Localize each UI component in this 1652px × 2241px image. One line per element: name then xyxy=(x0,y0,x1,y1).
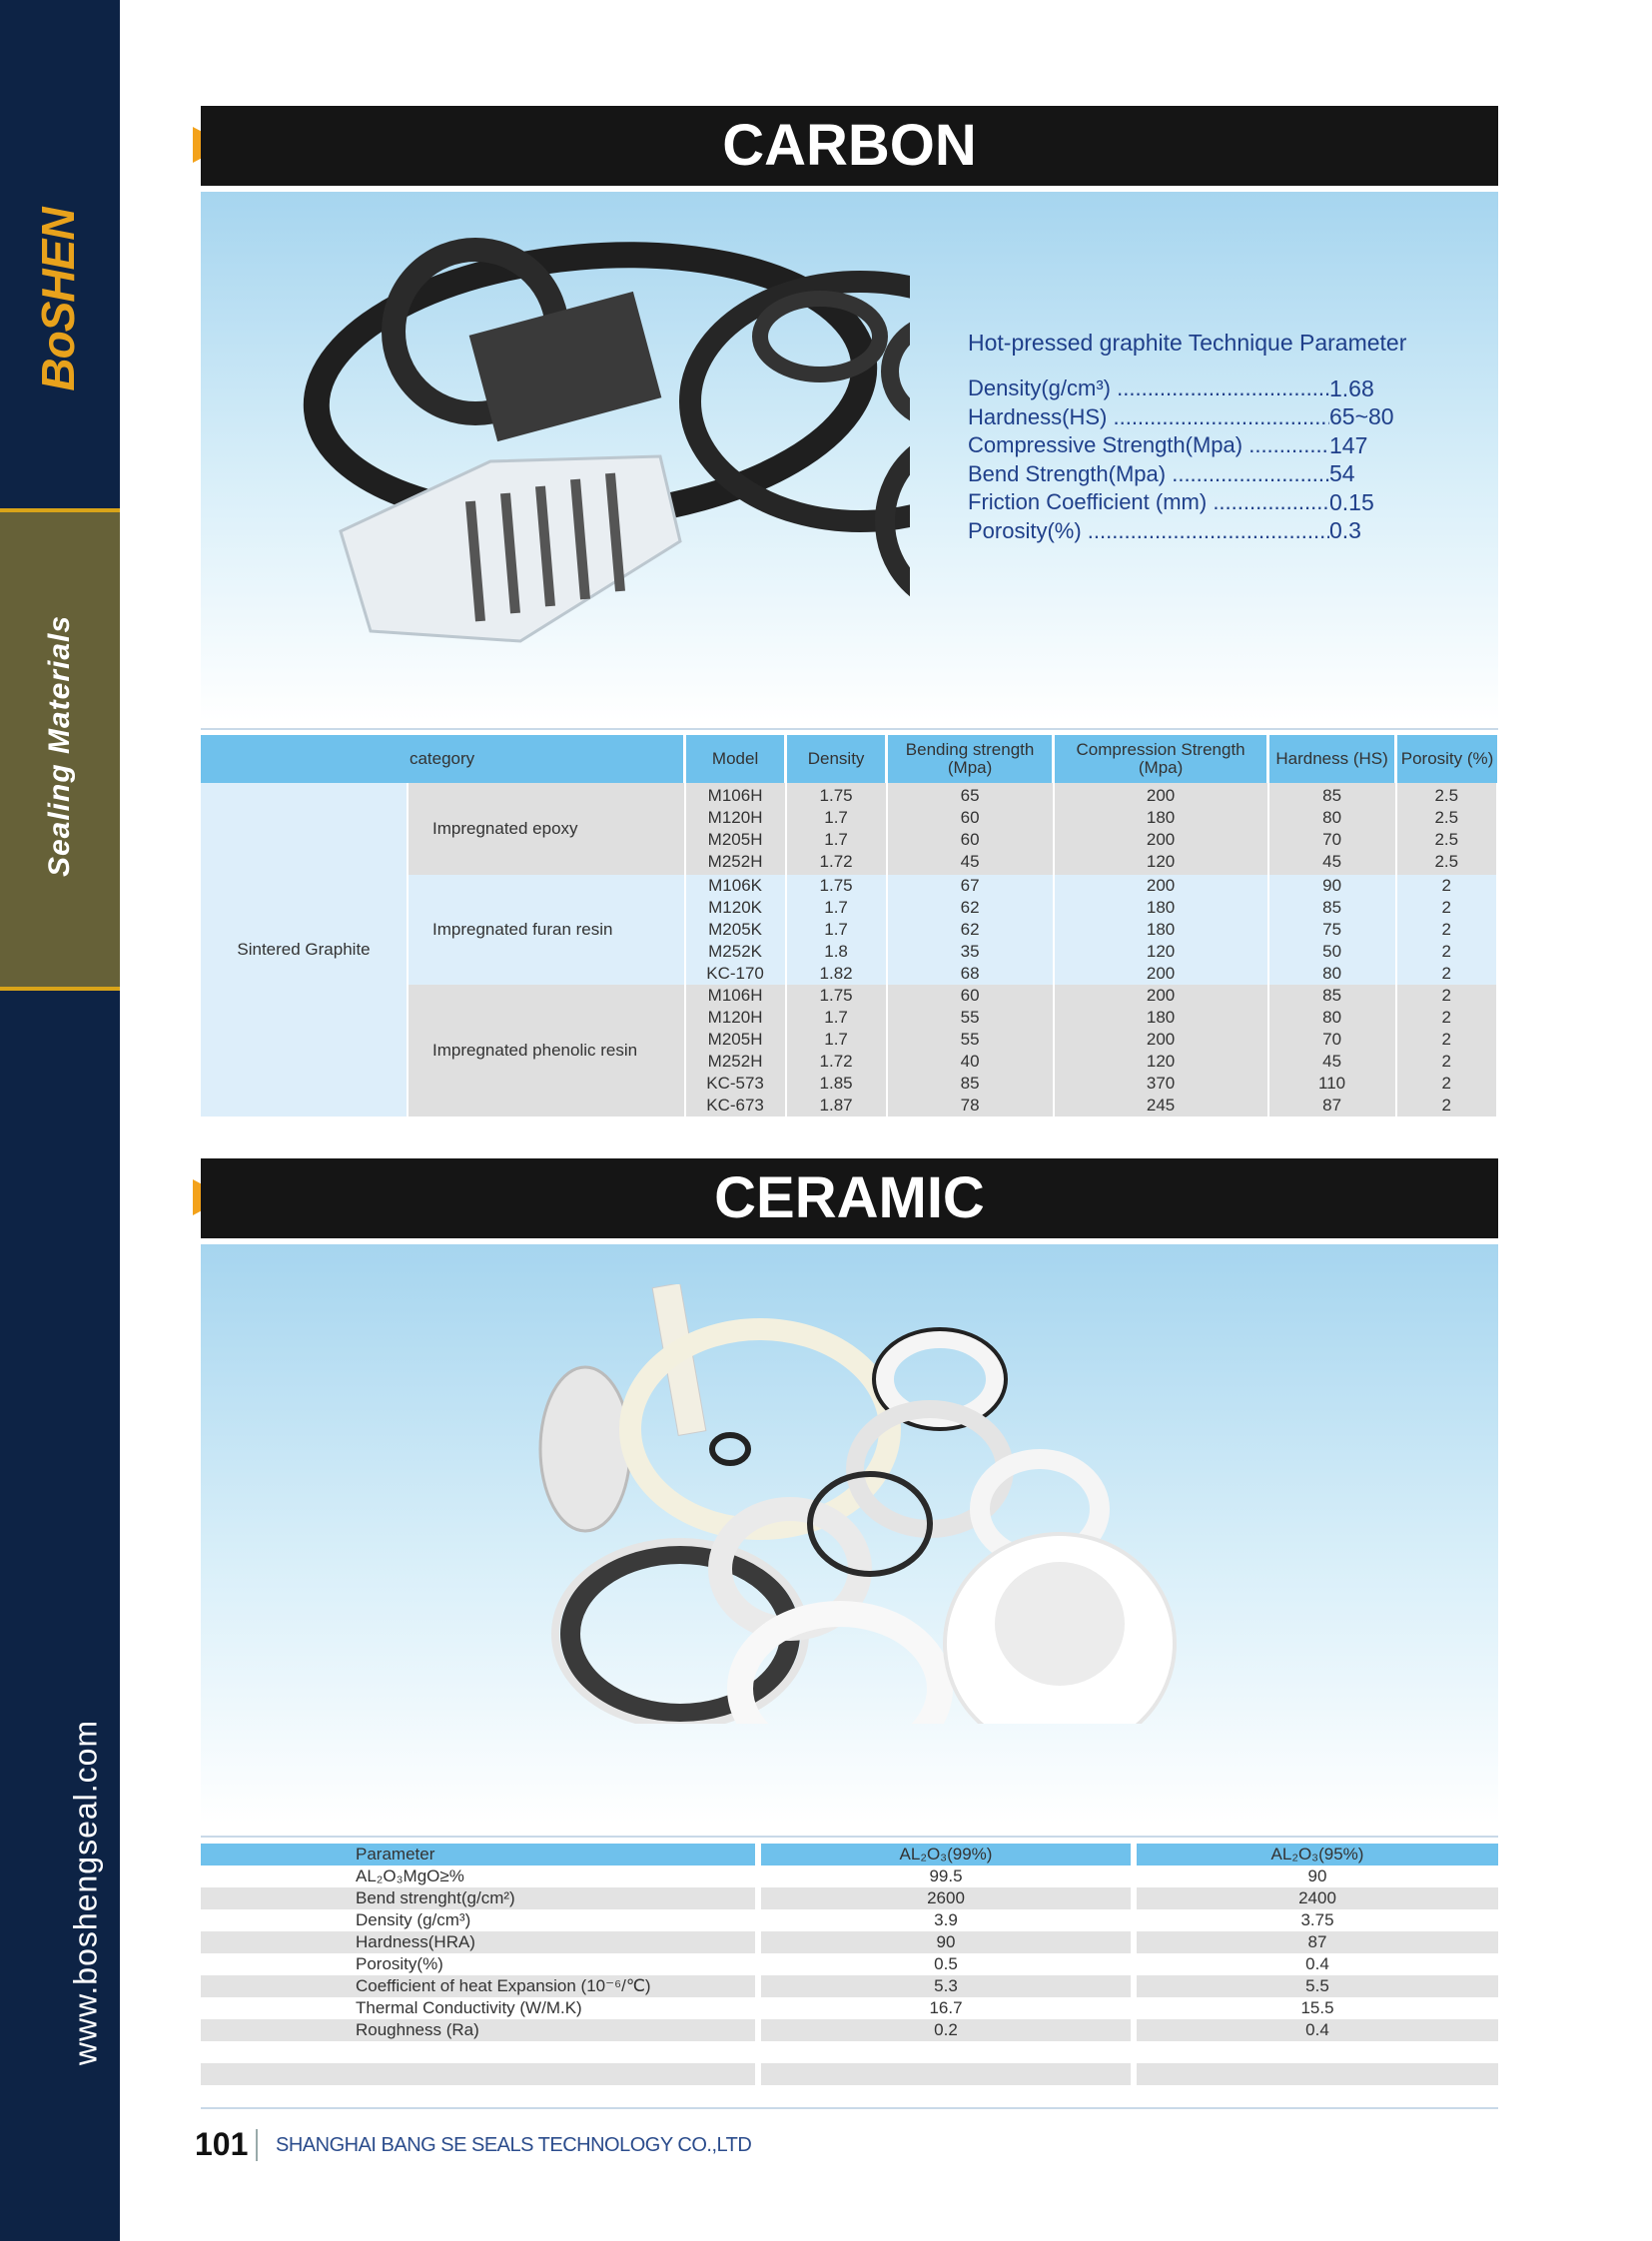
ceramic-seals-image xyxy=(500,1284,1399,1724)
density-cell: 1.75 1.7 1.7 1.72 xyxy=(786,783,887,875)
carbon-photo-panel xyxy=(201,192,1498,721)
ceramic-table-top-rule xyxy=(201,1836,1498,1838)
ceramic-title: CERAMIC xyxy=(201,1158,1498,1238)
graphite-parameters xyxy=(968,330,1406,545)
bending-cell: 60 55 55 40 85 78 xyxy=(887,985,1054,1117)
param-row: Bend Strength(Mpa) ..... 54 xyxy=(968,460,1406,489)
header-parameter: Parameter xyxy=(201,1844,755,1866)
carbon-table xyxy=(201,735,1498,1117)
hardness-cell: 85 80 70 45 110 87 xyxy=(1268,985,1396,1117)
ceramic-table xyxy=(201,1844,1498,2085)
models-cell: M106H M120H M205H M252H xyxy=(685,783,786,875)
table-row: Density (g/cm³) 3.9 3.75 xyxy=(356,1910,1334,1929)
header-category: category xyxy=(201,735,685,783)
carbon-table-header xyxy=(201,735,1497,783)
param-row: Friction Coefficient (mm) ..... 0.15 xyxy=(968,488,1406,517)
porosity-cell: 2.5 2.5 2.5 2.5 xyxy=(1396,783,1497,875)
models-cell: M106K M120K M205K M252K KC-170 xyxy=(685,875,786,985)
graphite-parameters-title: Hot-pressed graphite Technique Parameter xyxy=(968,330,1407,356)
sidebar-section-label: Sealing Materials xyxy=(43,614,76,878)
hardness-cell: 90 85 75 50 80 xyxy=(1268,875,1396,985)
param-row: Compressive Strength(Mpa) ..... 147 xyxy=(968,431,1406,460)
porosity-cell: 2 2 2 2 2 xyxy=(1396,875,1497,985)
param-row: Hardness(HS) ..... 65~80 xyxy=(968,403,1406,432)
table-row-empty xyxy=(201,2063,1498,2085)
header-hardness: Hardness (HS) xyxy=(1268,735,1396,783)
header-bending: Bending strength (Mpa) xyxy=(887,735,1054,783)
header-density: Density xyxy=(786,735,887,783)
table-row-empty xyxy=(201,2041,1498,2063)
bending-cell: 65 60 60 45 xyxy=(887,783,1054,875)
footer-rule xyxy=(201,2107,1498,2109)
carbon-seals-image xyxy=(261,222,910,691)
group-name: Impregnated phenolic resin xyxy=(408,985,685,1117)
compression-cell: 200 180 200 120 370 245 xyxy=(1054,985,1268,1117)
header-model: Model xyxy=(685,735,786,783)
group-name: Impregnated epoxy xyxy=(408,783,685,875)
table-row: Hardness(HRA) 90 87 xyxy=(201,1931,1498,1953)
ceramic-photo-panel xyxy=(201,1244,1498,1824)
header-al2o3-99: AL₂O₃(99%) xyxy=(761,1844,1131,1866)
density-cell: 1.75 1.7 1.7 1.8 1.82 xyxy=(786,875,887,985)
hardness-cell: 85 80 70 45 xyxy=(1268,783,1396,875)
header-compression: Compression Strength (Mpa) xyxy=(1054,735,1268,783)
group-name: Impregnated furan resin xyxy=(408,875,685,985)
param-row: Density(g/cm³) ..... 1.68 xyxy=(968,374,1406,403)
sidebar xyxy=(0,0,120,2241)
porosity-cell: 2 2 2 2 2 2 xyxy=(1396,985,1497,1117)
table-row xyxy=(201,783,1497,875)
header-porosity: Porosity (%) xyxy=(1396,735,1497,783)
footer-divider xyxy=(256,2129,258,2161)
company-name: SHANGHAI BANG SE SEALS TECHNOLOGY CO.,LTD xyxy=(276,2134,752,2156)
table-row: Bend strenght(g/cm²) 2600 2400 xyxy=(201,1887,1498,1909)
table-row: Porosity(%) 0.5 0.4 xyxy=(356,1954,1329,1973)
param-row: Porosity(%) ..... 0.3 xyxy=(968,517,1406,546)
ceramic-table-header xyxy=(201,1844,1498,1866)
category-cell: Sintered Graphite xyxy=(201,783,408,1117)
carbon-table-top-rule xyxy=(201,728,1498,730)
carbon-title: CARBON xyxy=(201,106,1498,186)
compression-cell: 200 180 180 120 200 xyxy=(1054,875,1268,985)
page-number: 101 xyxy=(195,2126,249,2162)
website-url[interactable]: www.boshengseal.com xyxy=(67,1719,104,2066)
bending-cell: 67 62 62 35 68 xyxy=(887,875,1054,985)
table-row: AL₂O₃MgO≥% 99.5 90 xyxy=(356,1867,1327,1885)
models-cell: M106H M120H M205H M252H KC-573 KC-673 xyxy=(685,985,786,1117)
density-cell: 1.75 1.7 1.7 1.72 1.85 1.87 xyxy=(786,985,887,1117)
header-al2o3-95: AL₂O₃(95%) xyxy=(1137,1844,1498,1866)
brand-logo: BoSHEN xyxy=(32,208,84,391)
table-row: Coefficient of heat Expansion (10⁻⁶/℃) 5.3 5.5 xyxy=(201,1975,1498,1997)
table-row: Roughness (Ra) 0.2 0.4 xyxy=(201,2019,1498,2041)
compression-cell: 200 180 200 120 xyxy=(1054,783,1268,875)
table-row: Thermal Conductivity (W/M.K) 16.7 15.5 xyxy=(356,1998,1334,2017)
